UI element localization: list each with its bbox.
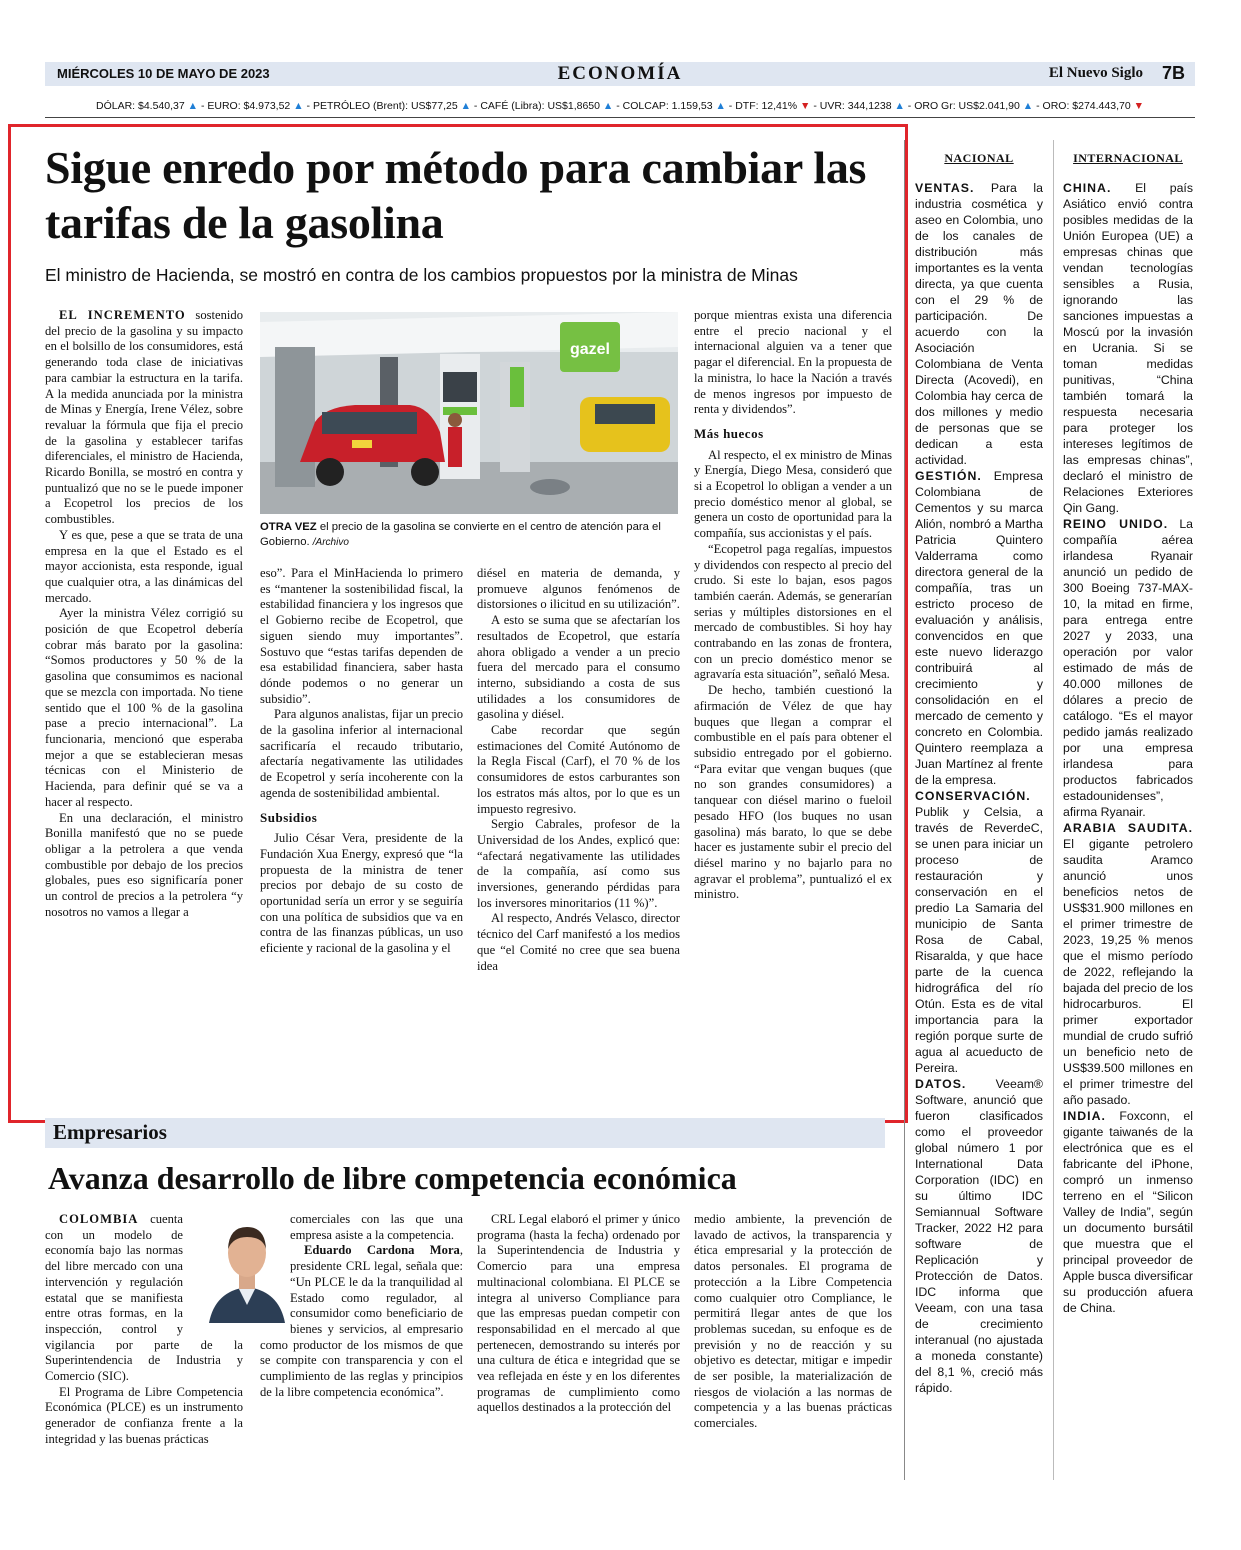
ticker-label: PETRÓLEO (Brent): US$77,25	[312, 100, 461, 112]
arrow-up-icon: ▲	[1022, 100, 1034, 112]
ticker-separator: -	[303, 100, 313, 112]
brief-item	[1063, 1108, 1193, 1316]
ticker-item	[914, 100, 1033, 112]
brief-keyword: INDIA.	[1063, 1109, 1106, 1123]
brief-text: La compañía aérea irlandesa Ryanair anunció un pedido de 300 Boeing 737-MAX-10, la mitad en firme, para entrega entre 2027 y 2033, una operación por valor estimado de más de 40.000 millones de dólares a precio de catálogo. “Es el mayor pedido jamás realizado por una empresa irlandesa para productos fabricados estadounidenses”, afirma Ryanair.	[1063, 517, 1193, 819]
ticker-label: ORO Gr: US$2.041,90	[914, 100, 1023, 112]
brief-text: Para la industria cosmética y aseo en Colombia, uno de los canales de distribución más importantes es la venta directa, ya que cuenta con el 29 % de participación. De acuerdo con la Asociación Colombiana de Venta Directa (Acovedi), en Colombia hay cerca de dos millones y medio de personas que se dedican a esta actividad.	[915, 181, 1043, 467]
article-column-2	[260, 566, 463, 957]
portrait-illustration	[205, 1213, 289, 1323]
paragraph: sostenido del precio de la gasolina y su impacto en el bolsillo de los consumidores, está generando toda clase de iniciativas para cambiar la estructura en la tarifa. A la medida anunciada por la ministra de Minas y Energía, Irene Vélez, sobre revaluar la fórmula que fija el precio de la gasolina y establecer tarifas diferenciales, el ministro de Hacienda, Ricardo Bonilla, se mostró en contra y puntualizó que no se le puede imponer a Ecopetrol los precios de los combustibles.	[45, 308, 243, 527]
ticker-label: DTF: 12,41%	[735, 100, 800, 112]
caption-lead: OTRA VEZ	[260, 521, 317, 533]
arrow-up-icon: ▲	[894, 100, 905, 112]
article-headline: Sigue enredo por método para cambiar las tarifas de la gasolina	[45, 142, 867, 248]
ticker-label: CAFÉ (Libra): US$1,8650	[480, 100, 603, 112]
arrow-up-icon: ▲	[715, 100, 726, 112]
ticker-label: UVR: 344,1238	[819, 100, 895, 112]
paragraph: CRL Legal elaboró el primer y único programa (hasta la fecha) ordenado por la Superintendencia de Industria y Comercio para una empresa multinacional colombiana. El PLCE se integra al universo Compliance para que las empresas puedan competir con responsabilidad en el mercado al que pertenecen, demostrando su interés por una cultura de ética e integridad que se vea reflejada en éste y en los diferentes programas de cumplimiento como aquellos destinados a la protección del	[477, 1212, 680, 1415]
sidebar-internacional-title: INTERNACIONAL	[1073, 151, 1183, 165]
paragraph: Sergio Cabrales, profesor de la Universidad de los Andes, explicó que: “afectará negativamente las utilidades de la compañía, así como sus inversiones, generando pérdidas para los inversores minoritarios (11 %)”.	[477, 817, 680, 910]
empresarios-section-bar	[45, 1118, 885, 1148]
ticker-label: ORO: $274.443,70	[1042, 100, 1134, 112]
paragraph: Y es que, pese a que se trata de una empresa en la que el Estado es el mayor accionista, esta responde, igual que cualquier otra, a las dinámicas del mercado.	[45, 527, 243, 605]
caption-text: el precio de la gasolina se convierte en el centro de atención para el Gobierno.	[260, 521, 661, 548]
arrow-up-icon: ▲	[293, 100, 304, 112]
brief-keyword: DATOS.	[915, 1077, 967, 1091]
ticker-item	[735, 100, 810, 112]
brief-item	[1063, 820, 1193, 1108]
brief-text: Veeam® Software, anunció que fueron clasificados como el proveedor global número 1 por International Data Corporation (IDC) en su último IDC Semiannual Software Tracker, 2022 H2 para software de Replicación y Protección de Datos. IDC informa que Veeam, con una tasa de crecimiento interanual (no ajustada a moneda constante) del 8,1 %, creció más rápido.	[915, 1077, 1043, 1395]
photo-sign-text: gazel	[569, 341, 611, 358]
ticker-item	[96, 100, 198, 112]
sidebar-nacional	[915, 150, 1043, 1396]
ticker-item	[207, 100, 303, 112]
ticker-label: EURO: $4.973,52	[207, 100, 294, 112]
paragraph: Al respecto, el ex ministro de Minas y Energía, Diego Mesa, consideró que si a Ecopetrol lo obligan a vender a un precio doméstico menor al global, se genera un costo de oportunidad para la compañía, sus accionistas y el país.	[694, 447, 892, 541]
paragraph: medio ambiente, la prevención de lavado de activos, la transparencia y ética empresarial y la protección de datos personales. El programa de protección a la Libre Competencia como cualquier otro Compliance, le permitirá llegar antes de que los problemas sucedan, su enfoque es de previsión y no de reacción y su objetivo es detectar, mitigar e impedir de ser posible, la materialización de riesgos de violación a las normas de competencia y a las buenas prácticas comerciales.	[694, 1212, 892, 1431]
sidebar-internacional	[1063, 150, 1193, 1316]
paragraph: Al respecto, Andrés Velasco, director técnico del Carf manifestó a los medios que “el Comité no cree que sea buena idea	[477, 911, 680, 973]
empresarios-lead: COLOMBIA	[59, 1212, 139, 1226]
ticker-separator: -	[613, 100, 623, 112]
sidebar-column-divider	[1053, 140, 1054, 1480]
brief-item	[1063, 180, 1193, 516]
arrow-down-icon: ▼	[800, 100, 811, 112]
ticker-label: DÓLAR: $4.540,37	[95, 100, 188, 112]
brief-text: Publik y Celsia, a través de ReverdeC, se unen para iniciar un proceso de restauración y conservación en el predio La Samaria del municipio de Santa Rosa de Cabal, Risaralda, y que hace parte de la cuenca hidrográfica del río Otún. Esta es de vital importancia para la región porque surte de agua al acueducto de Pereira.	[915, 805, 1043, 1075]
brief-text: Empresa Colombiana de Cementos y su marca Alión, nombró a Martha Patricia Quintero Valderrama como directora general de la compañía, tras un estricto proceso de evaluación y análisis, convencidos en que este nuevo liderazgo contribuirá al crecimiento y consolidación en el mercado de cemento y concreto en Colombia. Quintero reemplaza a Juan Martínez al frente de la empresa.	[915, 469, 1043, 787]
brief-keyword: REINO UNIDO.	[1063, 517, 1169, 531]
brief-keyword: CHINA.	[1063, 181, 1112, 195]
page-number: 7B	[1161, 63, 1185, 83]
header-divider	[45, 117, 1195, 118]
article-subhead: El ministro de Hacienda, se mostró en contra de los cambios propuestos por la ministra de Minas	[45, 265, 798, 285]
arrow-up-icon: ▲	[187, 100, 199, 112]
paragraph: eso”. Para el MinHacienda lo primero es “mantener la sostenibilidad fiscal, la estabilidad financiera y los ingresos que el Gobierno recibe de Ecopetrol, que siguen siendo muy importantes”. Sostuvo que “estas tarifas dependen de esa estabilidad financiera, saber hasta dónde podemos o no generar un subsidio”.	[260, 566, 463, 706]
brief-keyword: VENTAS.	[915, 181, 975, 195]
ticker-item	[1043, 100, 1144, 112]
paragraph: Julio César Vera, presidente de la Fundación Xua Energy, expresó que “la propuesta de la ministra de tener precios por debajo de su costo de oportunidad sería un error y se seguiría con una política de subsidios que va en contra de las finanzas públicas, un uso eficiente y racional de la gasolina y el	[260, 831, 463, 956]
paragraph: , presidente CRL legal, señala que: “Un PLCE le da la tranquilidad al Estado como regulador, al consumidor como beneficiario de bienes y servicios, al empresario como productor de los mismos de que se compite con transparencia y con el cumplimiento de las reglas y principios de la libre competencia económica”.	[260, 1243, 463, 1399]
brief-item	[915, 788, 1043, 1076]
ticker-separator: -	[471, 100, 481, 112]
article-column-1	[45, 308, 243, 920]
ticker-separator: -	[1033, 100, 1043, 112]
empresarios-column-3	[477, 1212, 680, 1416]
paragraph: El Programa de Libre Competencia Económica (PLCE) es un instrumento generador de confianza frente a la integridad y las buenas prácticas	[45, 1384, 243, 1446]
page-header	[45, 62, 1195, 86]
article-column-4	[694, 308, 892, 903]
ticker-item	[820, 100, 905, 112]
ticker-item	[623, 100, 726, 112]
subheading-mas-huecos: Más huecos	[694, 425, 764, 441]
ticker-separator: -	[904, 100, 915, 112]
caption-credit: /Archivo	[312, 537, 349, 548]
market-ticker	[45, 100, 1195, 112]
quoted-person-name: Eduardo Cardona Mora	[304, 1243, 460, 1258]
empresarios-label: Empresarios	[53, 1120, 167, 1144]
paragraph: Para algunos analistas, fijar un precio de la gasolina inferior al internacional sacrificaría el recaudo tributario, afectaría negativamente las utilidades de Ecopetrol y sería incoherente con la agenda de sostenibilidad ambiental.	[260, 707, 463, 800]
paragraph: De hecho, también cuestionó la afirmación de Vélez de que hay buques que llegan a comprar el combustible en el país para obtener el subsidio entregado por el gobierno. “Para evitar que vengan buques (que no son grandes consumidores) a tanquear con diésel marino o fueloil pesado HFO (los buques no usan gasolina) más barato, lo que se debe hacer es justamente subir el precio del diésel marino y no bajarlo para no agravar el problema”, puntualizó el ex ministro.	[694, 683, 892, 902]
ticker-label: COLCAP: 1.159,53	[622, 100, 716, 112]
ticker-item	[480, 100, 613, 112]
article-lead: EL INCREMENTO	[59, 308, 186, 322]
ticker-separator: -	[725, 100, 736, 112]
brief-text: El país Asiático envió contra posibles medidas de la Unión Europea (UE) a empresas chinas que vendan tecnologías sensibles a Rusia, ignorando las sanciones impuestas a Moscú por la invasión en Ucrania. Si se toman medidas punitivas, “China también tomará la respuesta necesaria para proteger los intereses legítimos de las empresas chinas”, declaró el ministro de Relaciones Exteriores Qin Gang.	[1063, 181, 1193, 515]
brief-keyword: GESTIÓN.	[915, 469, 982, 483]
article-column-3	[477, 566, 680, 974]
paragraph: Cabe recordar que según estimaciones del Comité Autónomo de la Regla Fiscal (Carf), el 70 % de los consumidores de estos carburantes son los estratos más altos, por lo que es un impuesto regresivo.	[477, 723, 680, 816]
ticker-item	[313, 100, 471, 112]
photo-caption	[260, 520, 678, 550]
header-date: MIÉRCOLES 10 DE MAYO DE 2023	[57, 66, 270, 81]
subheading-subsidios: Subsidios	[260, 809, 318, 825]
empresarios-headline: Avanza desarrollo de libre competencia económica	[48, 1160, 737, 1196]
brief-text: Foxconn, el gigante taiwanés de la electrónica que es el fabricante del iPhone, compró un inmenso terreno en el “Silicon Valley de India”, según un documento bursátil que muestra que el principal proveedor de Apple busca diversificar su producción afuera de China.	[1063, 1109, 1193, 1315]
paragraph: porque mientras exista una diferencia entre el precio nacional y el internacional alguien va a tener que pagar el diferencial. En la propuesta de la ministra, lo hace la Nación a través de menos ingresos por impuesto de renta y dividendos”.	[694, 308, 892, 417]
ticker-separator: -	[810, 100, 820, 112]
paragraph: “Ecopetrol paga regalías, impuestos y dividendos con respecto al precio del crudo. Si este lo bajan, esos pagos también caerán. Además, se generarían serias y múltiples distorsiones en el mercado de combustibles. Si hoy hay contrabando en las zonas de frontera, con un precio doméstico menor se agravaría esta situación”, señaló Mesa.	[694, 541, 892, 682]
brief-item	[915, 1076, 1043, 1396]
gas-station-illustration	[260, 312, 678, 514]
brief-keyword: ARABIA SAUDITA.	[1063, 821, 1193, 835]
section-title: ECONOMÍA	[557, 63, 683, 84]
paragraph: En una declaración, el ministro Bonilla manifestó que no se puede obligar a la petrolera a que venda combustible por debajo de los precios globales, pues eso significaría poner un control de precios a la petrolera “y nosotros no vamos a llegar a	[45, 810, 243, 919]
paragraph: cuenta con un modelo de economía bajo las normas del libre mercado con una intervención y regulación estatal que se manifiesta entre otras formas, en la inspección, control y vigilancia por parte de la Superintendencia de Industria y Comercio (SIC).	[45, 1212, 243, 1384]
arrow-up-icon: ▲	[602, 100, 614, 112]
newspaper-name: El Nuevo Siglo	[1048, 65, 1143, 81]
brief-text: El gigante petrolero saudita Aramco anunció unos beneficios netos de US$31.900 millones en el primer trimestre de 2023, 19,25 % menos que el mismo período de 2022, reflejando la bajada del precio de los hidrocarburos. El primer exportador mundial de crudo sufrió un beneficio neto de US$39.500 millones en el primer trimestre del año pasado.	[1063, 837, 1193, 1107]
paragraph: comerciales con las que una empresa asiste a la competencia.	[290, 1212, 463, 1242]
arrow-up-icon: ▲	[460, 100, 471, 112]
sidebar-nacional-title: NACIONAL	[944, 151, 1014, 165]
brief-item	[915, 180, 1043, 468]
portrait-photo	[205, 1213, 289, 1323]
gas-station-photo	[260, 312, 678, 514]
brief-keyword: CONSERVACIÓN.	[915, 789, 1031, 803]
brief-item	[1063, 516, 1193, 820]
ticker-separator: -	[198, 100, 208, 112]
paragraph: diésel en materia de demanda, y promueve algunos fenómenos de distorsiones o ilicitud en su utilización”.	[477, 566, 680, 612]
arrow-down-icon: ▼	[1133, 100, 1144, 112]
empresarios-column-4	[694, 1212, 892, 1432]
paragraph: A esto se suma que se afectarían los resultados de Ecopetrol, que estaría ahora obligado a vender a un precio fuera del mercado para el consumo interno, subsidiando a costa de sus utilidades a los consumidores de gasolina y diésel.	[477, 613, 680, 722]
sidebar-divider	[904, 140, 905, 1480]
paragraph: Ayer la ministra Vélez corrigió su posición de que Ecopetrol debería cobrar más barato por la gasolina: “Somos productores y 50 % de la gasolina que consumimos es nacional que se mezcla con importada. No tiene sentido que el 100 % de la gasolina pase a precio internacional”. La funcionaria, mencionó que esperaba mejor a que se establecieran mesas técnicas con el Ministerio de Hacienda, para definir qué se va a hacer al respecto.	[45, 606, 243, 809]
brief-item	[915, 468, 1043, 788]
empresarios-column-2	[260, 1212, 463, 1400]
